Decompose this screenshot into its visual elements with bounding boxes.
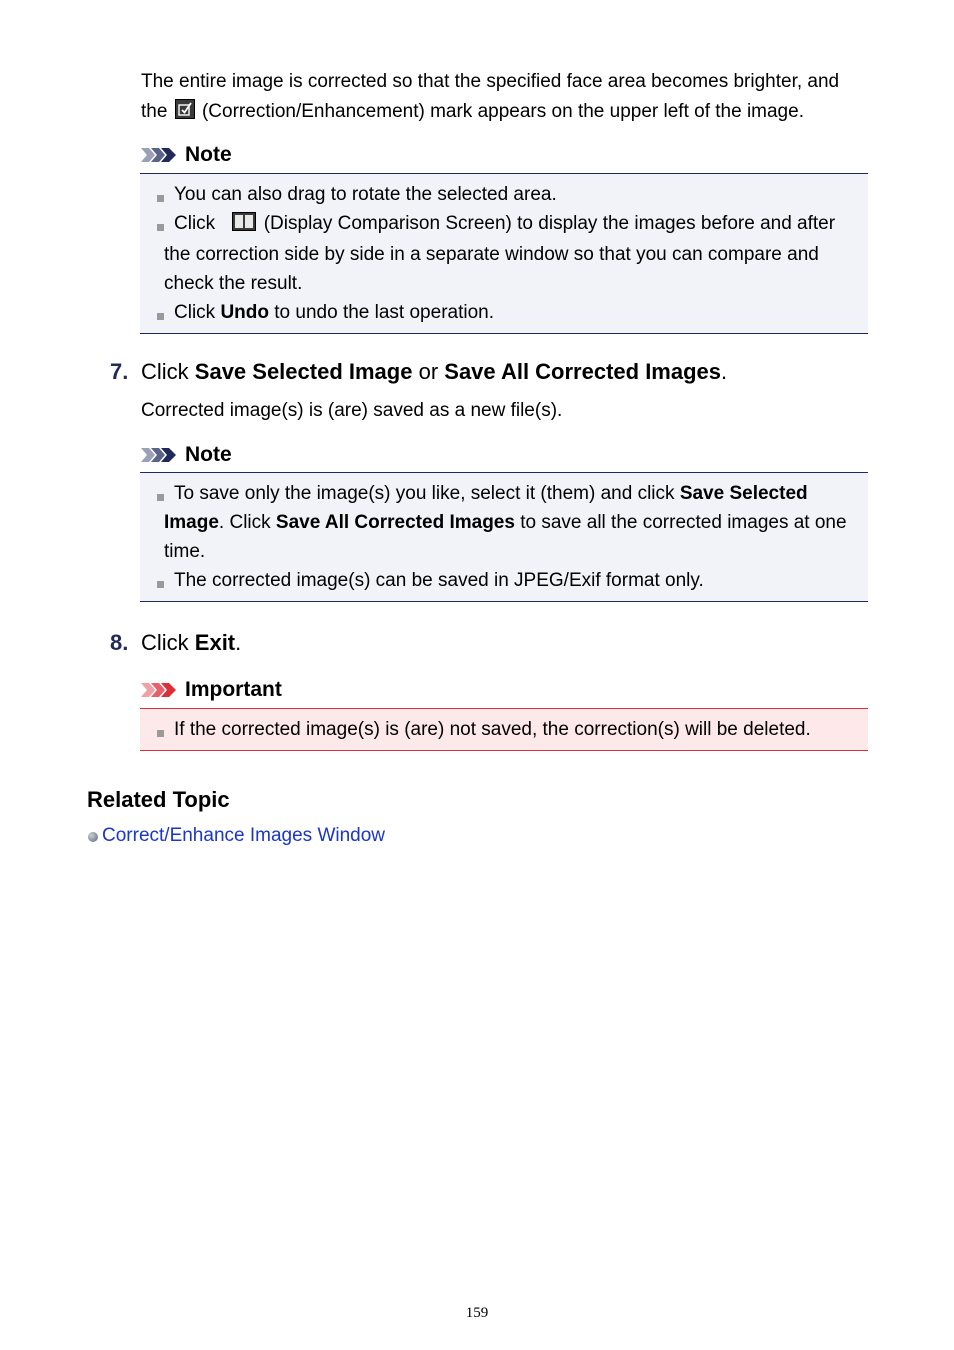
note2-item-1-text	[164, 479, 860, 566]
related-link-row[interactable]	[88, 825, 385, 847]
important-item-1-text: If the corrected image(s) is (are) not saved, the correction(s) will be deleted.	[174, 719, 811, 740]
note1-item-1-text: You can also drag to rotate the selected area.	[174, 184, 557, 205]
bullet-icon	[157, 195, 164, 202]
important-box	[140, 708, 868, 751]
note-heading-2	[141, 442, 232, 468]
save-selected-image-label: Save Selected Image	[194, 359, 413, 384]
note2-item-1	[164, 479, 860, 566]
link-bullet-icon	[88, 832, 98, 842]
bullet-icon	[157, 313, 164, 320]
step-8-number: 8.	[110, 630, 129, 655]
note2-item-2-text: The corrected image(s) can be saved in JPEG/Exif format only.	[174, 570, 704, 591]
step-8-text-before: Click	[141, 630, 195, 655]
page-number: 159	[465, 1305, 489, 1321]
note2-item-2	[164, 566, 860, 595]
note-heading-1	[141, 142, 232, 168]
note-title-2: Note	[185, 443, 232, 466]
note2-item-1-t3: to save all the corrected images at one time.	[164, 512, 847, 562]
save-all-corrected-images-label: Save All Corrected Images	[275, 512, 515, 533]
note1-item-2-before: Click	[174, 213, 216, 234]
bullet-icon	[157, 224, 164, 231]
note1-item-3-text	[164, 298, 860, 327]
correction-enhancement-mark-icon	[175, 99, 195, 129]
note1-item-2-after: (Display Comparison Screen) to display the images before and after the correction side by side in a separate window so that you can compare and check the result.	[164, 213, 836, 294]
save-all-corrected-images-label: Save All Corrected Images	[444, 359, 722, 384]
note-title-1: Note	[185, 143, 232, 166]
bullet-icon	[157, 730, 164, 737]
intro-paragraph	[141, 67, 861, 129]
bullet-icon	[157, 494, 164, 501]
note1-item-2	[164, 209, 860, 298]
undo-label: Undo	[220, 302, 269, 323]
note1-item-3	[164, 298, 860, 327]
note1-item-3-before: Click	[174, 302, 221, 323]
important-item-1	[164, 715, 860, 744]
related-topic-heading: Related Topic	[87, 787, 230, 812]
note2-item-1-t2: . Click	[218, 512, 276, 533]
display-comparison-screen-icon	[222, 211, 256, 240]
important-chevrons-icon	[141, 681, 179, 699]
note1-item-3-after: to undo the last operation.	[269, 302, 494, 323]
note-box-2	[140, 472, 868, 602]
intro-after-icon: (Correction/Enhancement) mark appears on the upper left of the image.	[201, 101, 804, 122]
bullet-icon	[157, 581, 164, 588]
step-8-text-after: .	[235, 630, 242, 655]
intro-the: the	[141, 101, 168, 122]
step-8	[110, 629, 241, 657]
step-7-number: 7.	[110, 359, 129, 384]
correct-enhance-images-window-link[interactable]: Correct/Enhance Images Window	[102, 825, 386, 846]
note2-item-1-t1: To save only the image(s) you like, select it (them) and click	[174, 483, 680, 504]
important-title: Important	[185, 678, 282, 701]
note-chevrons-icon	[141, 146, 179, 164]
exit-label: Exit	[194, 630, 236, 655]
intro-line1: The entire image is corrected so that the specified face area becomes brighter, and	[141, 71, 840, 92]
step-7-text-after: .	[721, 359, 728, 384]
note-box-1	[140, 173, 868, 334]
note1-item-2-text	[164, 209, 860, 298]
save-selected-image-label: Save Selected Image	[164, 483, 808, 533]
note-chevrons-icon	[141, 446, 179, 464]
step-7	[110, 358, 727, 386]
step-7-text-before: Click	[141, 359, 195, 384]
important-heading	[141, 677, 282, 703]
step-7-text-mid: or	[412, 359, 445, 384]
note1-item-1	[164, 180, 860, 209]
step-7-description: Corrected image(s) is (are) saved as a new file(s).	[141, 400, 563, 421]
